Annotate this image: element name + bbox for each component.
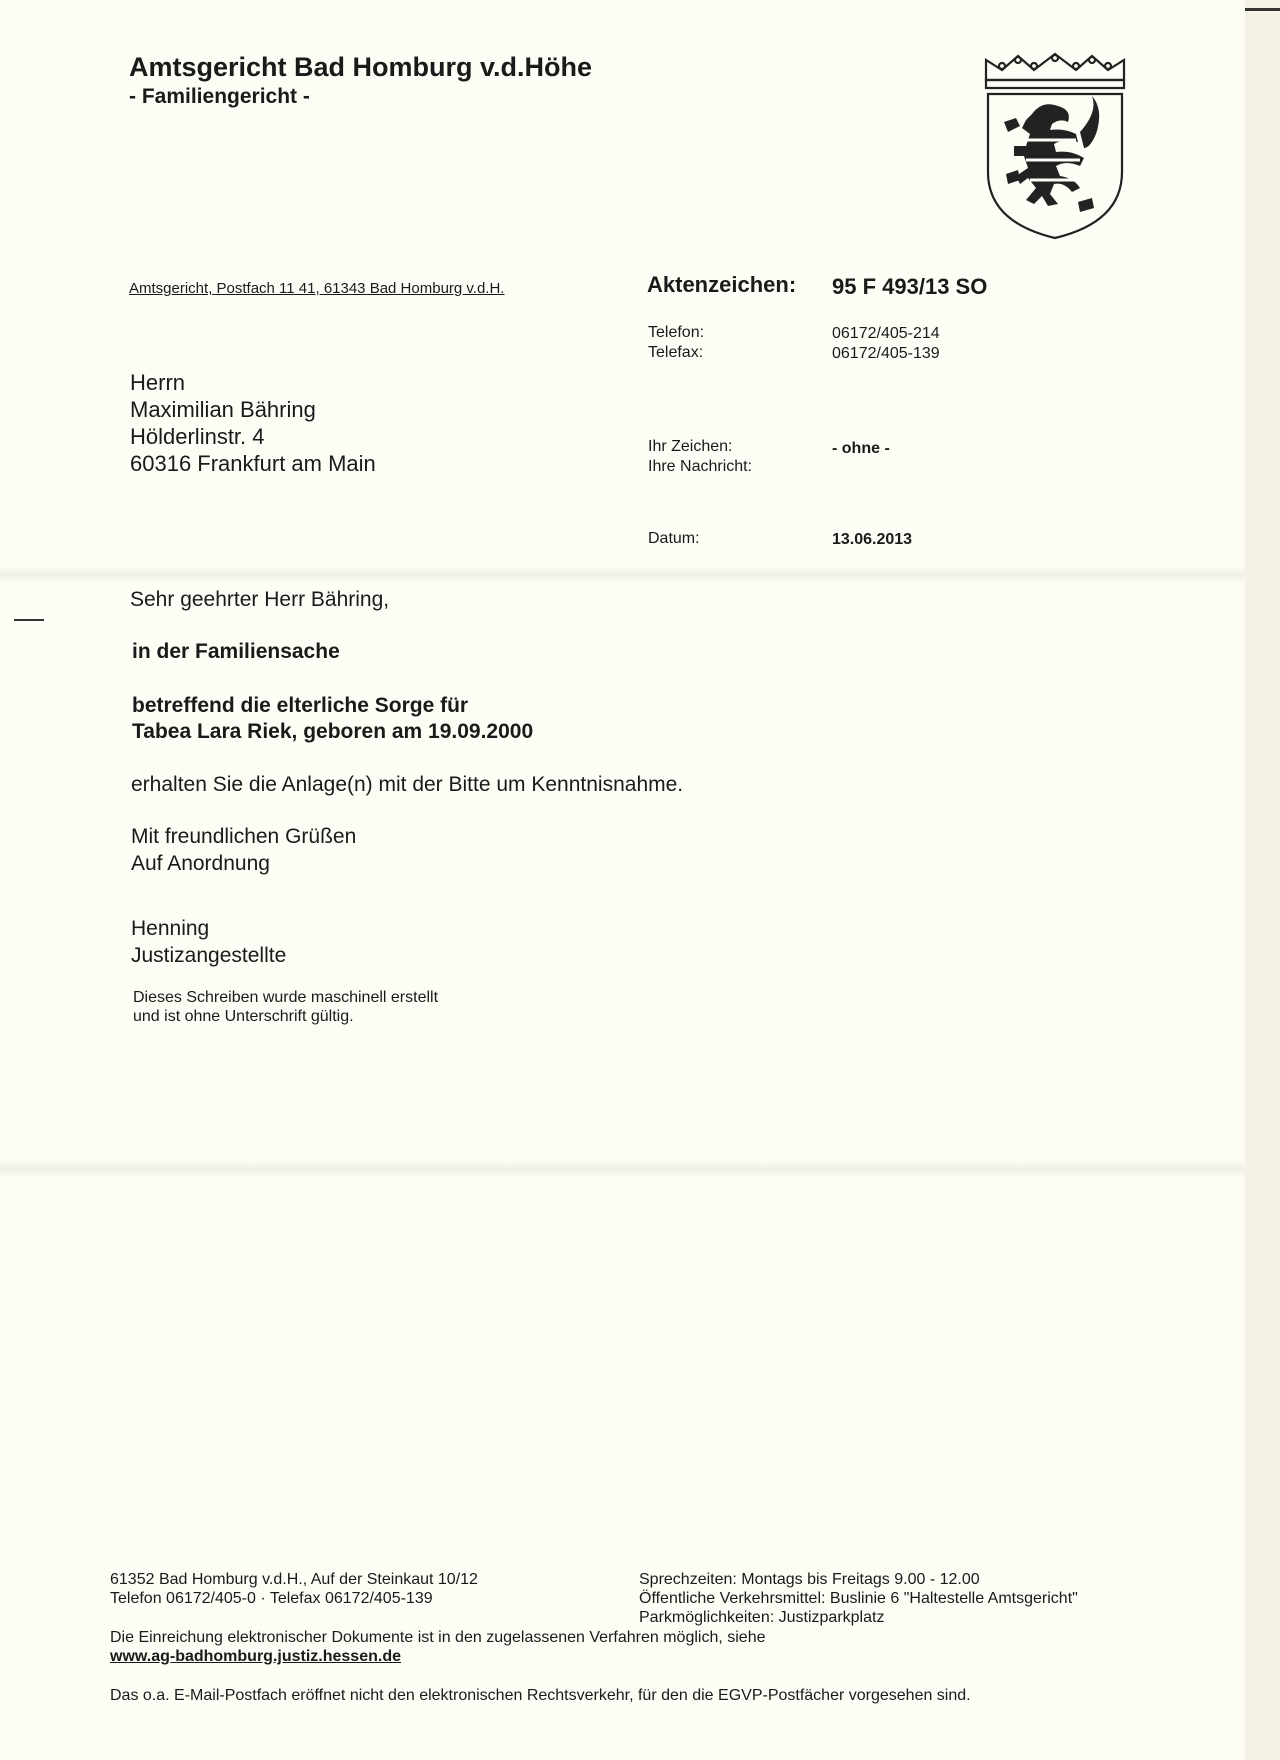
fax-label: Telefax: — [648, 344, 704, 361]
salutation: Sehr geehrter Herr Bähring, — [130, 588, 390, 611]
date-value: 13.06.2013 — [832, 531, 913, 548]
footer-website-link[interactable]: www.ag-badhomburg.justiz.hessen.de — [110, 1648, 401, 1665]
fax-value: 06172/405-139 — [832, 345, 940, 362]
recipient-line: 60316 Frankfurt am Main — [130, 451, 376, 476]
footer-electronic — [110, 1628, 765, 1666]
recipient-line: Herrn — [130, 370, 186, 395]
punch-mark — [1245, 8, 1280, 11]
machine-note-line: und ist ohne Unterschrift gültig. — [133, 1008, 354, 1025]
closing-line: Mit freundlichen Grüßen — [131, 825, 357, 848]
return-address: Amtsgericht, Postfach 11 41, 61343 Bad Homburg v.d.H. — [129, 280, 505, 297]
footer-electronic-text: Die Einreichung elektronischer Dokumente ist in den zugelassenen Verfahren möglich, siehe — [110, 1629, 766, 1646]
footer-left — [110, 1570, 478, 1608]
court-subtitle: - Familiengericht - — [129, 85, 310, 108]
footer-email-note: Das o.a. E-Mail-Postfach eröffnet nicht den elektronischen Rechtsverkehr, für den die EGVP-Postfächer vorgesehen sind. — [110, 1687, 971, 1704]
closing-line: Auf Anordnung — [131, 852, 270, 875]
footer-transit: Öffentliche Verkehrsmittel: Buslinie 6 "Haltestelle Amtsgericht" — [639, 1590, 1078, 1607]
hessen-lion-crest-icon — [980, 52, 1130, 242]
phone-label: Telefon: — [648, 324, 705, 341]
signer-title: Justizangestellte — [131, 944, 287, 967]
footer-address: 61352 Bad Homburg v.d.H., Auf der Steinkaut 10/12 — [110, 1571, 478, 1588]
subject-line: betreffend die elterliche Sorge für — [132, 694, 469, 717]
paper-fold — [0, 566, 1245, 584]
phone-value: 06172/405-214 — [832, 325, 940, 342]
recipient-line: Hölderlinstr. 4 — [130, 424, 265, 449]
your-reference-value: - ohne - — [832, 440, 890, 457]
court-title: Amtsgericht Bad Homburg v.d.Höhe — [129, 52, 593, 82]
case-line: in der Familiensache — [132, 640, 340, 663]
subject-line: Tabea Lara Riek, geboren am 19.09.2000 — [132, 720, 534, 743]
footer-right — [639, 1570, 1078, 1627]
footer-parking: Parkmöglichkeiten: Justizparkplatz — [639, 1609, 885, 1626]
body-text: erhalten Sie die Anlage(n) mit der Bitte um Kenntnisnahme. — [131, 773, 684, 796]
footer-phone-fax: Telefon 06172/405-0 · Telefax 06172/405-139 — [110, 1590, 433, 1607]
machine-note — [133, 988, 438, 1026]
fold-mark — [14, 619, 44, 621]
recipient-address — [130, 369, 376, 477]
file-number-value: 95 F 493/13 SO — [832, 274, 988, 299]
paper-fold — [0, 1160, 1245, 1178]
your-message-label: Ihre Nachricht: — [648, 458, 753, 475]
file-number-label: Aktenzeichen: — [647, 272, 797, 297]
machine-note-line: Dieses Schreiben wurde maschinell erstellt — [133, 989, 439, 1006]
signer-name: Henning — [131, 917, 210, 940]
your-reference-label: Ihr Zeichen: — [648, 438, 733, 455]
coat-of-arms-icon — [980, 52, 1130, 242]
date-label: Datum: — [648, 530, 700, 547]
footer-hours: Sprechzeiten: Montags bis Freitags 9.00 - 12.00 — [639, 1571, 980, 1588]
recipient-line: Maximilian Bähring — [130, 397, 316, 422]
